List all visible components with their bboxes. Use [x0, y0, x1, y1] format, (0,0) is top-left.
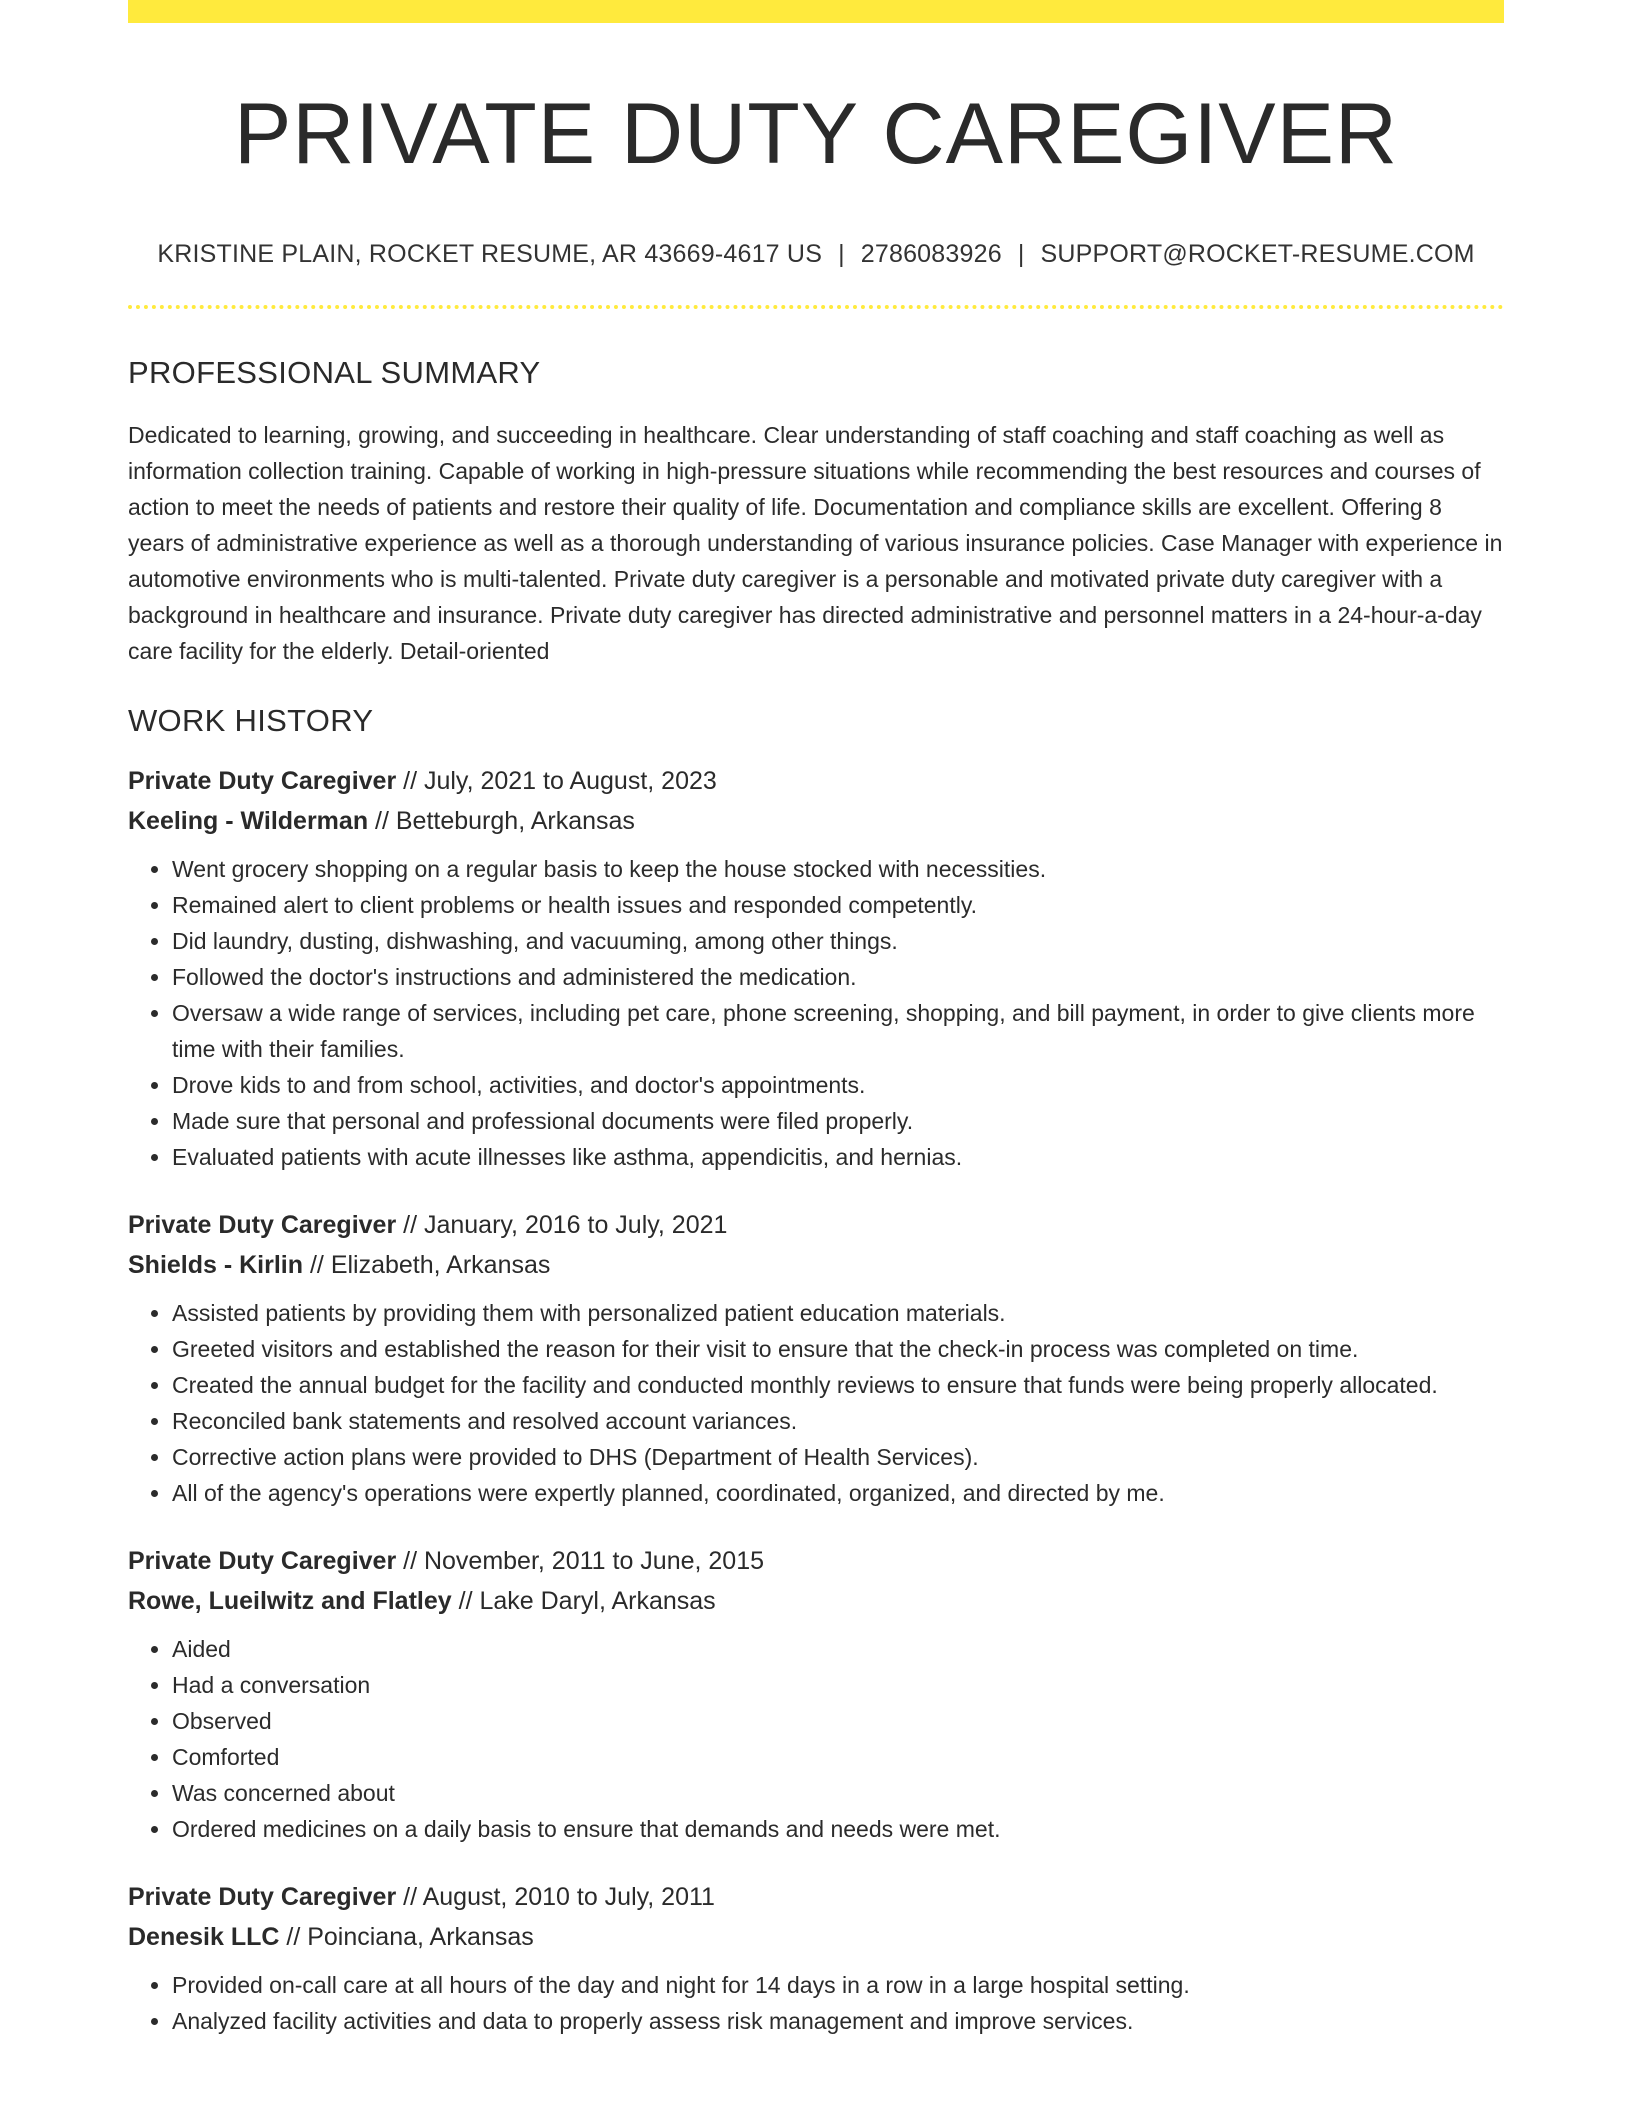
job-bullet: • Observed: [172, 1703, 1504, 1739]
job-title: Private Duty Caregiver: [128, 1882, 397, 1911]
job-company-line: [128, 1581, 1504, 1621]
contact-separator: |: [838, 239, 845, 268]
job-bullet: • Drove kids to and from school, activities, and doctor's appointments.: [172, 1067, 1504, 1103]
job-title-line: [128, 1205, 1504, 1245]
job-company-line: [128, 1917, 1504, 1957]
job-dates: // November, 2011 to June, 2015: [396, 1546, 765, 1575]
job-bullet: • Comforted: [172, 1739, 1504, 1775]
job-bullet: • Reconciled bank statements and resolved account variances.: [172, 1403, 1504, 1439]
job-location: // Elizabeth, Arkansas: [303, 1250, 551, 1279]
job-title: Private Duty Caregiver: [128, 1546, 397, 1575]
contact-separator: |: [1017, 239, 1025, 268]
job-bullet: • Made sure that personal and professional documents were filed properly.: [172, 1103, 1504, 1139]
job-title-line: [128, 761, 1504, 801]
job-bullet: • Oversaw a wide range of services, including pet care, phone screening, shopping, and bill payment, in order to give clients more time with their families.: [172, 995, 1504, 1067]
job-entry: [128, 1877, 1504, 2039]
job-bullet: • Assisted patients by providing them with personalized patient education materials.: [172, 1295, 1504, 1331]
job-bullets: [128, 1295, 1504, 1511]
job-location: // Lake Daryl, Arkansas: [451, 1586, 716, 1615]
dotted-divider: [128, 305, 1504, 309]
job-bullet: • All of the agency's operations were expertly planned, coordinated, organized, and directed by me.: [172, 1475, 1504, 1511]
accent-top-bar: [128, 0, 1504, 23]
job-bullets: [128, 1631, 1504, 1847]
job-location: // Poinciana, Arkansas: [279, 1922, 534, 1951]
contact-line: [128, 240, 1504, 269]
job-location: // Betteburgh, Arkansas: [368, 806, 635, 835]
job-entry: [128, 1205, 1504, 1511]
job-bullets: [128, 1967, 1504, 2039]
summary-heading: PROFESSIONAL SUMMARY: [128, 354, 541, 390]
contact-address: KRISTINE PLAIN, ROCKET RESUME, AR 43669-4617 US: [157, 239, 823, 268]
job-bullet: • Corrective action plans were provided to DHS (Department of Health Services).: [172, 1439, 1504, 1475]
job-company: Keeling - Wilderman: [128, 806, 369, 835]
work-history-heading: WORK HISTORY: [128, 702, 374, 738]
job-dates: // January, 2016 to July, 2021: [396, 1210, 728, 1239]
contact-phone: 2786083926: [860, 239, 1002, 268]
job-title-line: [128, 1541, 1504, 1581]
resume-title: PRIVATE DUTY CAREGIVER: [233, 86, 1399, 182]
job-bullet: • Analyzed facility activities and data to properly assess risk management and improve services.: [172, 2003, 1504, 2039]
job-bullet: • Ordered medicines on a daily basis to ensure that demands and needs were met.: [172, 1811, 1504, 1847]
job-bullet: • Followed the doctor's instructions and administered the medication.: [172, 959, 1504, 995]
job-company: Denesik LLC: [128, 1922, 280, 1951]
job-title-line: [128, 1877, 1504, 1917]
job-company-line: [128, 1245, 1504, 1285]
job-dates: // August, 2010 to July, 2011: [396, 1882, 715, 1911]
job-entry: [128, 1541, 1504, 1847]
job-bullet: • Did laundry, dusting, dishwashing, and vacuuming, among other things.: [172, 923, 1504, 959]
job-bullet: • Evaluated patients with acute illnesses like asthma, appendicitis, and hernias.: [172, 1139, 1504, 1175]
job-bullet: • Had a conversation: [172, 1667, 1504, 1703]
job-title: Private Duty Caregiver: [128, 1210, 397, 1239]
job-company: Rowe, Lueilwitz and Flatley: [128, 1586, 452, 1615]
contact-email: SUPPORT@ROCKET-RESUME.COM: [1040, 239, 1475, 268]
job-bullet: • Went grocery shopping on a regular basis to keep the house stocked with necessities.: [172, 851, 1504, 887]
job-bullets: [128, 851, 1504, 1175]
job-bullet: • Was concerned about: [172, 1775, 1504, 1811]
work-history-list: [128, 761, 1504, 2039]
job-bullet: • Aided: [172, 1631, 1504, 1667]
job-title: Private Duty Caregiver: [128, 766, 397, 795]
job-entry: [128, 761, 1504, 1175]
job-dates: // July, 2021 to August, 2023: [396, 766, 717, 795]
job-bullet: • Created the annual budget for the facility and conducted monthly reviews to ensure that funds were being properly allocated.: [172, 1367, 1504, 1403]
job-company-line: [128, 801, 1504, 841]
job-bullet: • Remained alert to client problems or health issues and responded competently.: [172, 887, 1504, 923]
job-company: Shields - Kirlin: [128, 1250, 304, 1279]
job-bullet: • Provided on-call care at all hours of the day and night for 14 days in a row in a large hospital setting.: [172, 1967, 1504, 2003]
summary-text: Dedicated to learning, growing, and succeeding in healthcare. Clear understanding of staff coaching and staff coaching as well as information collection training. Capable of working in high-pressure situations while recommending the best resources and courses of action to meet the needs of patients and restore their quality of life. Documentation and compliance skills are excellent. Offering 8 years of administrative experience as well as a thorough understanding of various insurance policies. Case Manager with experience in automotive environments who is multi-talented. Private duty caregiver is a personable and motivated private duty caregiver with a background in healthcare and insurance. Private duty caregiver has directed administrative and personnel matters in a 24-hour-a-day care facility for the elderly. Detail-oriented: [128, 421, 1503, 664]
job-bullet: • Greeted visitors and established the reason for their visit to ensure that the check-in process was completed on time.: [172, 1331, 1504, 1367]
resume-page: [128, 0, 1504, 2039]
